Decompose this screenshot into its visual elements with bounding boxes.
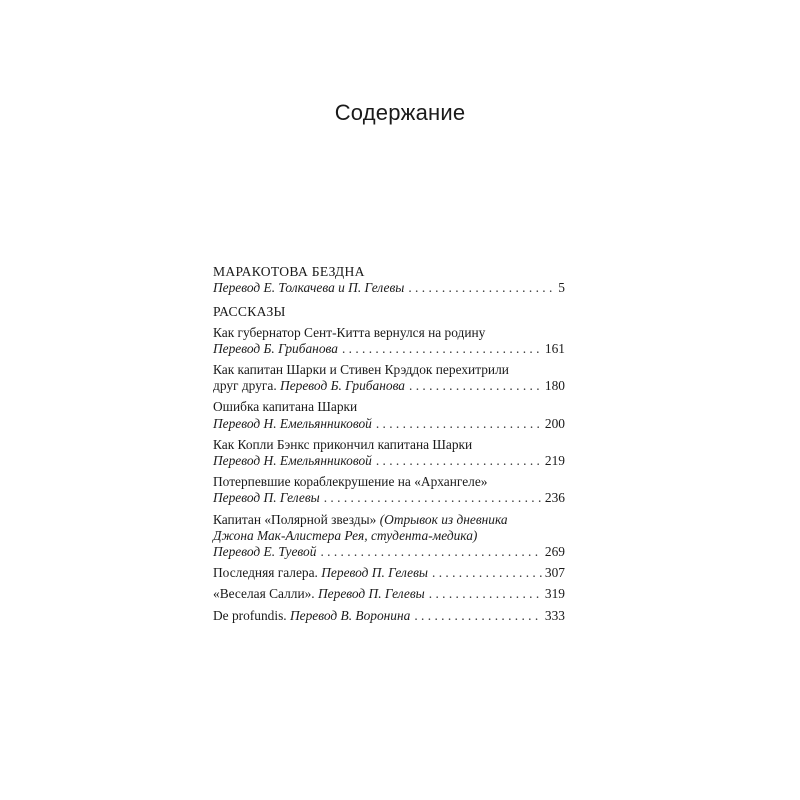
dot-leader: [320, 544, 541, 560]
toc-entry: [213, 565, 565, 581]
entry-title: De profundis.: [213, 607, 287, 623]
page-number: 236: [544, 490, 565, 506]
toc-entry: [213, 280, 565, 296]
dot-leader: [376, 416, 542, 432]
entry-credit: Перевод Е. Толкачева и П. Гелевы: [213, 280, 405, 296]
dot-leader: [409, 378, 542, 394]
dot-leader: [376, 453, 542, 469]
page-number: 319: [544, 586, 565, 602]
entry-subtitle: (Отрывок из дневника: [379, 511, 508, 527]
page-number: 269: [544, 544, 565, 560]
toc-entry: [213, 325, 565, 357]
table-of-contents: [213, 264, 565, 629]
page-number: 219: [544, 453, 565, 469]
toc-entry: [213, 586, 565, 602]
dot-leader: [414, 608, 542, 624]
entry-title: Как капитан Шарки и Стивен Крэддок перехитрили: [213, 362, 509, 378]
entry-credit: Перевод Н. Емельянниковой: [213, 453, 372, 469]
dot-leader: [432, 565, 542, 581]
entry-title: Как губернатор Сент-Китта вернулся на родину: [213, 324, 486, 340]
page-number: 333: [544, 607, 565, 623]
entry-credit: Перевод П. Гелевы: [318, 586, 425, 602]
entry-credit: Перевод Б. Грибанова: [280, 378, 405, 394]
page-number: 180: [544, 378, 565, 394]
page-number: 200: [544, 415, 565, 431]
entry-title: Ошибка капитана Шарки: [213, 399, 358, 415]
dot-leader: [429, 586, 542, 602]
entry-credit: Перевод Е. Туевой: [213, 544, 317, 560]
entry-title: Потерпевшие кораблекрушение на «Архангеле»: [213, 474, 488, 490]
entry-credit: Перевод П. Гелевы: [213, 490, 320, 506]
section-heading: МАРАКОТОВА БЕЗДНА: [213, 264, 365, 279]
page-number: 307: [544, 565, 565, 581]
dot-leader: [408, 280, 555, 296]
page-title: Содержание: [334, 100, 466, 125]
entry-title: Как Копли Бэнкс прикончил капитана Шарки: [213, 436, 473, 452]
toc-entry: [213, 512, 565, 561]
entry-title: Последняя галера.: [213, 565, 318, 581]
entry-credit: Перевод Б. Грибанова: [213, 340, 338, 356]
section-heading: РАССКАЗЫ: [213, 304, 286, 320]
toc-entry: [213, 437, 565, 469]
dot-leader: [342, 341, 542, 357]
dot-leader: [324, 490, 542, 506]
toc-entry: [213, 608, 565, 624]
entry-credit: Перевод П. Гелевы: [321, 565, 428, 581]
page-number: 161: [544, 340, 565, 356]
toc-entry: [213, 474, 565, 506]
entry-subtitle-continued: Джона Мак-Алистера Рея, студента-медика): [213, 527, 478, 543]
entry-title-continued: друг друга.: [213, 378, 277, 394]
entry-title: Капитан «Полярной звезды»: [213, 511, 377, 527]
toc-entry: [213, 399, 565, 431]
entry-credit: Перевод В. Воронина: [290, 607, 411, 623]
page-number: 5: [558, 280, 565, 296]
entry-credit: Перевод Н. Емельянниковой: [213, 415, 372, 431]
toc-entry: [213, 362, 565, 394]
entry-title: «Веселая Салли».: [213, 586, 315, 602]
